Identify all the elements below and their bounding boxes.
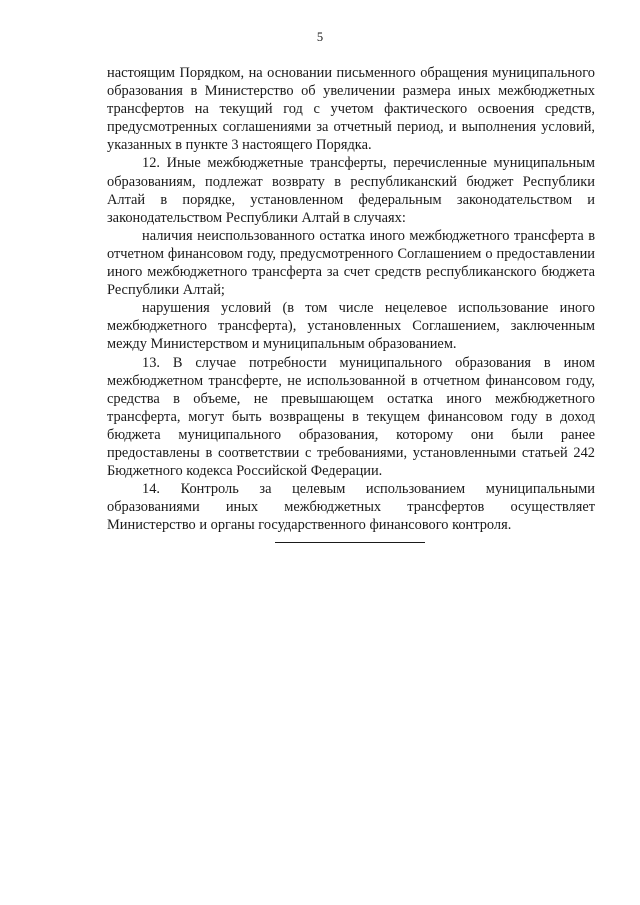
paragraph-item-14: 14. Контроль за целевым использованием муниципальными образованиями иных межбюджетных трансфертов осуществляет Министерство и органы государственного финансового контроля. [107, 481, 595, 534]
paragraph-item-12: 12. Иные межбюджетные трансферты, перечисленные муниципальным образованиям, подлежат возврату в республиканский бюджет Республики Алтай в порядке, установленном федеральным законодательством и законодательством Республики Алтай в случаях: [107, 155, 595, 226]
page-number: 5 [316, 30, 324, 44]
paragraph-continuation: настоящим Порядком, на основании письменного обращения муниципального образования в Министерство об увеличении размера иных межбюджетных трансфертов на текущий год с учетом фактического освоения средств, предусмотренных соглашениями за отчетный период, и выполнения условий, указанных в пункте 3 настоящего Порядка. [107, 65, 595, 154]
document-body [107, 64, 595, 534]
paragraph-item-13: 13. В случае потребности муниципального образования в ином межбюджетном трансферте, не использованной в отчетном финансовом году, средства в объеме, не превышающем остатка иного межбюджетного трансферта, могут быть возвращены в текущем финансовом году в доход бюджета муниципального образования, которому они были ранее предоставлены в соответствии с требованиями, установленными статьей 242 Бюджетного кодекса Российской Федерации. [107, 354, 595, 480]
paragraph-case-unused-balance: наличия неиспользованного остатка иного межбюджетного трансферта в отчетном финансовом году, предусмотренного Соглашением о предоставлении иного межбюджетного трансферта за счет средств республиканского бюджета Республики Алтай; [107, 227, 595, 299]
end-separator-line [275, 542, 425, 543]
paragraph-case-violation: нарушения условий (в том числе нецелевое использование иного межбюджетного трансферта), установленных Соглашением, заключенным между Министерством и муниципальным образованием. [107, 300, 595, 353]
